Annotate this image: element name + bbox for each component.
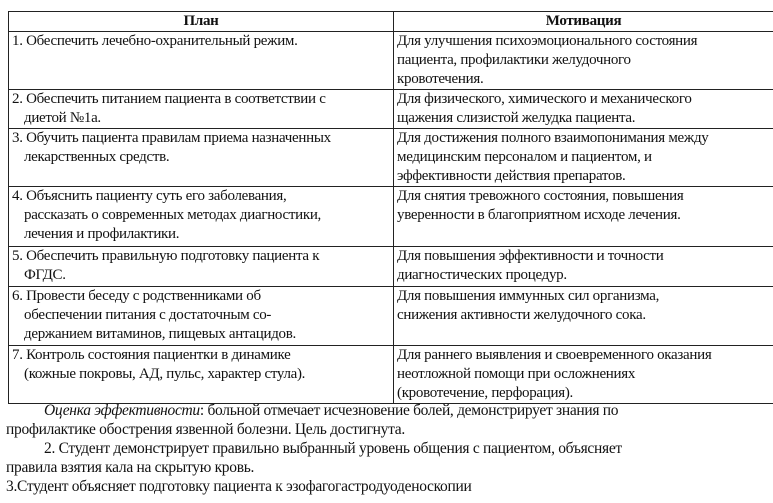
table-row bbox=[9, 346, 773, 404]
table-row bbox=[9, 90, 773, 129]
plan-line: диетой №1а. bbox=[24, 110, 101, 126]
table-row bbox=[9, 247, 773, 287]
plan-line: держанием витаминов, пищевых антацидов. bbox=[24, 326, 296, 342]
motivation-line: Для снятия тревожного состояния, повышения bbox=[397, 188, 684, 204]
motivation-cell bbox=[394, 32, 773, 90]
evaluation-label: Оценка эффективности bbox=[44, 402, 200, 419]
motivation-cell bbox=[394, 247, 773, 287]
plan-cell bbox=[9, 346, 394, 404]
plan-line: 3. Обучить пациента правилам приема назначенных bbox=[12, 130, 331, 146]
motivation-line: эффективности действия препаратов. bbox=[397, 168, 626, 184]
motivation-cell bbox=[394, 287, 773, 346]
motivation-line: Для улучшения психоэмоционального состояния bbox=[397, 33, 698, 49]
motivation-line: медицинским персоналом и пациентом, и bbox=[397, 149, 652, 165]
care-plan-table bbox=[8, 11, 773, 404]
table-row bbox=[9, 287, 773, 346]
header-motivation: Мотивация bbox=[394, 12, 773, 32]
plan-line: (кожные покровы, АД, пульс, характер стула). bbox=[24, 366, 306, 382]
plan-line: лечения и профилактики. bbox=[24, 226, 180, 242]
motivation-line: Для повышения иммунных сил организма, bbox=[397, 288, 660, 304]
evaluation-text-1: : больной отмечает исчезновение болей, демонстрирует знания по bbox=[199, 402, 619, 419]
plan-line: 2. Обеспечить питанием пациента в соответствии с bbox=[12, 91, 326, 107]
item-3-line-1: 3.Студент объясняет подготовку пациента к эзофагогастродуоденоскопии bbox=[6, 478, 472, 495]
plan-cell bbox=[9, 247, 394, 287]
motivation-line: снижения активности желудочного сока. bbox=[397, 307, 646, 323]
motivation-line: пациента, профилактики желудочного bbox=[397, 52, 631, 68]
motivation-line: щажения слизистой желудка пациента. bbox=[397, 110, 636, 126]
table-row bbox=[9, 187, 773, 247]
header-plan: План bbox=[9, 12, 394, 32]
motivation-cell bbox=[394, 129, 773, 187]
motivation-line: Для достижения полного взаимопонимания между bbox=[397, 130, 709, 146]
plan-cell bbox=[9, 287, 394, 346]
table-row bbox=[9, 129, 773, 187]
motivation-line: Для раннего выявления и своевременного оказания bbox=[397, 347, 712, 363]
item-2-line-1: 2. Студент демонстрирует правильно выбранный уровень общения с пациентом, объясняет bbox=[44, 440, 622, 457]
plan-cell bbox=[9, 32, 394, 90]
plan-line: 4. Объяснить пациенту суть его заболевания, bbox=[12, 188, 287, 204]
plan-line: 1. Обеспечить лечебно-охранительный режим. bbox=[12, 33, 298, 49]
plan-line: 6. Провести беседу с родственниками об bbox=[12, 288, 261, 304]
plan-line: лекарственных средств. bbox=[24, 149, 170, 165]
motivation-line: диагностических процедур. bbox=[397, 267, 567, 283]
plan-cell bbox=[9, 90, 394, 129]
table-header-row bbox=[9, 12, 773, 32]
motivation-cell bbox=[394, 90, 773, 129]
motivation-line: уверенности в благоприятном исходе лечения. bbox=[397, 207, 681, 223]
plan-line: рассказать о современных методах диагностики, bbox=[24, 207, 322, 223]
item-2-line-2: правила взятия кала на скрытую кровь. bbox=[6, 459, 255, 476]
table-row bbox=[9, 32, 773, 90]
plan-cell bbox=[9, 129, 394, 187]
motivation-line: Для физического, химического и механического bbox=[397, 91, 692, 107]
motivation-line: неотложной помощи при осложнениях bbox=[397, 366, 636, 382]
evaluation-line-2: профилактике обострения язвенной болезни. Цель достигнута. bbox=[6, 421, 405, 438]
motivation-line: (кровотечение, перфорация). bbox=[397, 385, 573, 401]
plan-line: 5. Обеспечить правильную подготовку пациента к bbox=[12, 248, 320, 264]
motivation-cell bbox=[394, 346, 773, 404]
motivation-line: кровотечения. bbox=[397, 71, 484, 87]
motivation-cell bbox=[394, 187, 773, 247]
evaluation-line bbox=[6, 401, 622, 420]
plan-line: 7. Контроль состояния пациентки в динамике bbox=[12, 347, 291, 363]
plan-line: ФГДС. bbox=[24, 267, 66, 283]
plan-line: обеспечении питания с достаточным со- bbox=[24, 307, 272, 323]
plan-cell bbox=[9, 187, 394, 247]
evaluation-text bbox=[6, 401, 622, 496]
motivation-line: Для повышения эффективности и точности bbox=[397, 248, 664, 264]
